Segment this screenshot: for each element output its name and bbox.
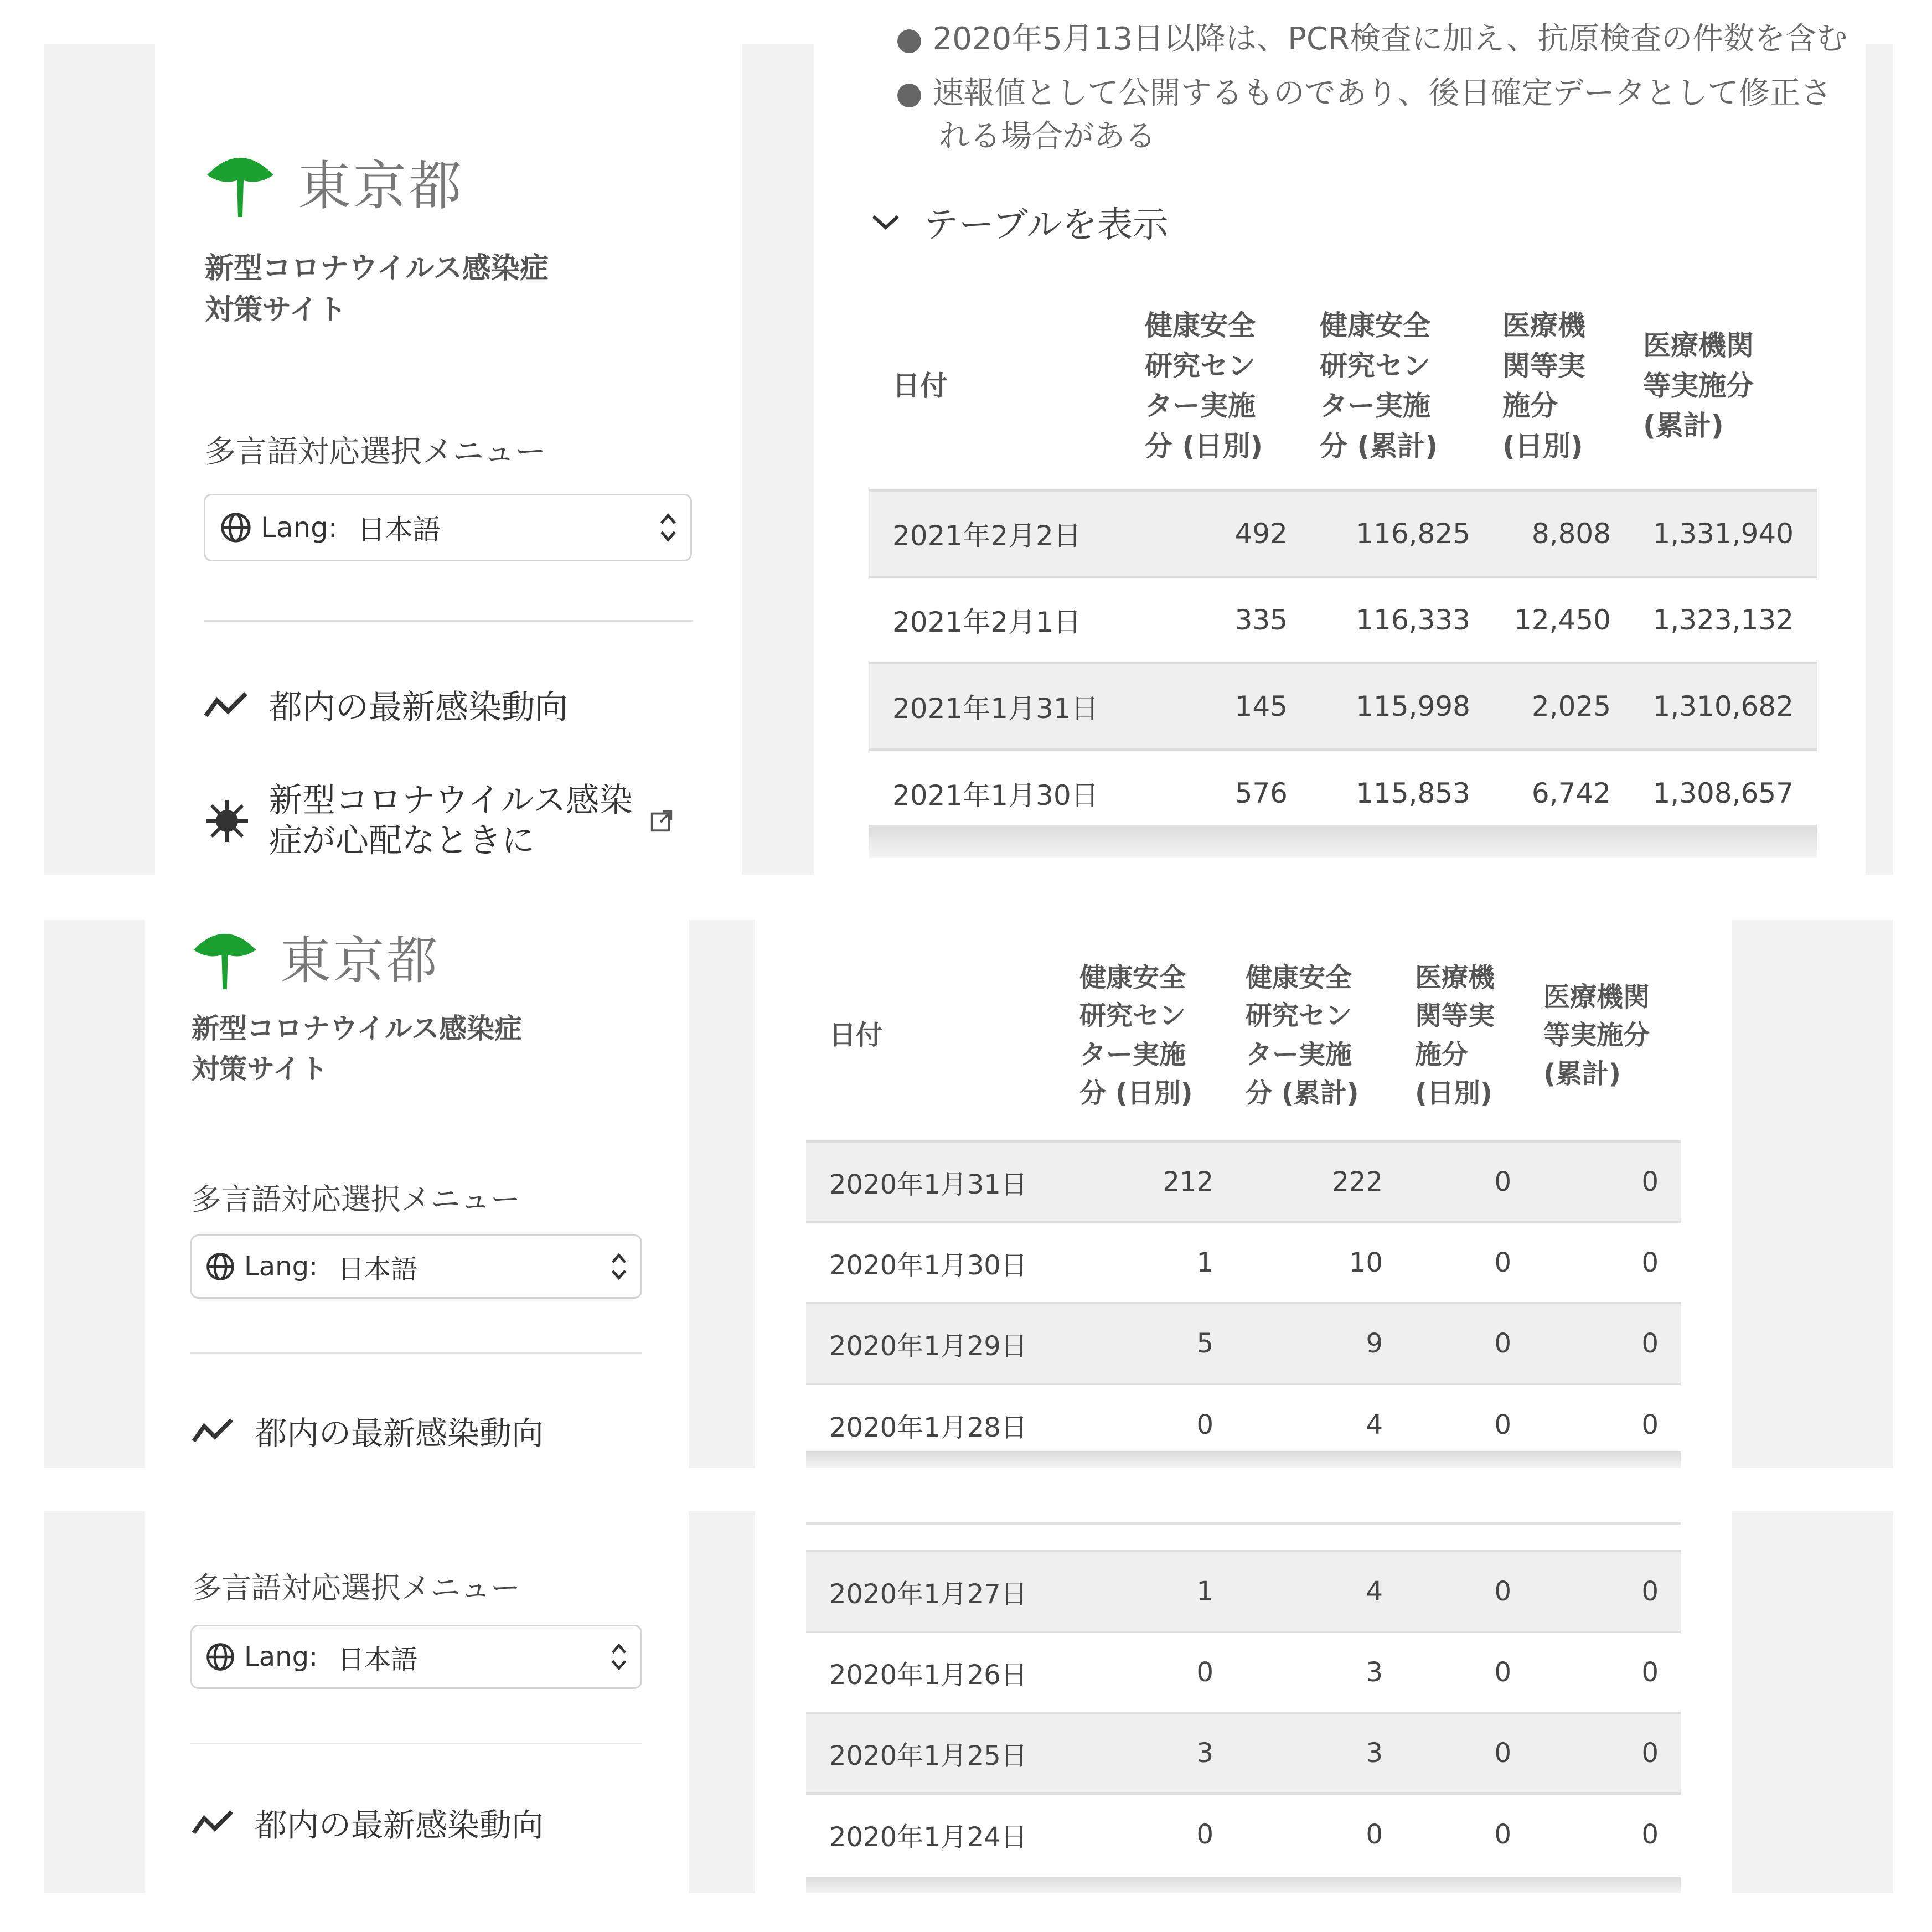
- nav-item-worried[interactable]: [204, 781, 674, 861]
- nav-item-trend-label: 都内の最新感染動向: [255, 1806, 544, 1844]
- ginkgo-logo-icon: [190, 923, 259, 990]
- col-header-medical-daily: 医療機 関等実 施分 (日別): [1502, 309, 1585, 462]
- site-title-line2: 対策サイト: [192, 1052, 328, 1085]
- nav-item-trend-label: 都内の最新感染動向: [269, 688, 568, 727]
- site-logo[interactable]: [190, 920, 440, 993]
- site-title-line1: 新型コロナウイルス感染症: [205, 252, 549, 285]
- lang-prefix: Lang:: [244, 1641, 318, 1672]
- language-menu-label: 多言語対応選択メニュー: [192, 1182, 520, 1217]
- language-menu-label: 多言語対応選択メニュー: [192, 1571, 520, 1605]
- table-row: 2020年1月31日 212 222 0 0: [806, 1141, 1681, 1222]
- table-row: 2020年1月28日 0 4 0 0: [806, 1384, 1681, 1465]
- sidebar-divider: [190, 1352, 642, 1354]
- col-header-date: 日付: [829, 1020, 883, 1051]
- table-row: 2020年1月25日 3 3 0 0: [806, 1713, 1681, 1794]
- screenshot-panel-2: [44, 920, 1893, 1468]
- note-line-2: れる場合がある: [939, 118, 1156, 154]
- table-toggle-label: テーブルを表示: [923, 205, 1169, 246]
- lang-selected-value: 日本語: [338, 1253, 418, 1285]
- col-header-center-total: 健康安全 研究セン ター実施 分 (累計): [1320, 309, 1438, 462]
- site-title-line2: 対策サイト: [205, 293, 347, 327]
- trend-icon: [192, 1807, 236, 1837]
- globe-icon: [205, 1252, 235, 1282]
- site-title: [192, 1009, 522, 1089]
- nav-item-worried-label: 新型コロナウイルス感染 症が心配なときに: [269, 781, 633, 861]
- screenshot-panel-3: [44, 1511, 1893, 1893]
- col-header-medical-daily: 医療機 関等実 施分 (日別): [1415, 962, 1495, 1109]
- sidebar-divider: [190, 1743, 642, 1744]
- main-content: [814, 21, 1866, 875]
- site-logo[interactable]: [204, 144, 464, 220]
- table-row: 2021年2月1日 335 116,333 12,450 1,323,132: [869, 577, 1817, 663]
- table-row: 2021年2月2日 492 116,825 8,808 1,331,940: [869, 490, 1817, 577]
- table-toggle[interactable]: [869, 197, 1168, 247]
- sidebar: [145, 920, 689, 1468]
- lang-prefix: Lang:: [261, 512, 338, 544]
- ginkgo-logo-icon: [204, 146, 277, 218]
- sidebar: [155, 44, 742, 875]
- site-title-line1: 新型コロナウイルス感染症: [192, 1013, 522, 1045]
- nav-item-trend[interactable]: [204, 681, 568, 729]
- col-header-center-daily: 健康安全 研究セン ター実施 分 (日別): [1079, 962, 1193, 1109]
- table-scroll-fade: [806, 1877, 1681, 1893]
- table-row: 2021年1月31日 145 115,998 2,025 1,310,682: [869, 663, 1817, 750]
- col-header-medical-total: 医療機関 等実施分 (累計): [1643, 329, 1754, 442]
- sidebar: [145, 1511, 689, 1893]
- chevron-down-icon: [869, 211, 902, 233]
- table-scroll-fade: [869, 825, 1817, 858]
- note-line-1: ● 速報値として公開するものであり、後日確定データとして修正さ: [896, 75, 1832, 111]
- site-title: [205, 248, 549, 332]
- language-select[interactable]: [204, 494, 692, 561]
- col-header-medical-total: 医療機関 等実施分 (累計): [1543, 981, 1650, 1089]
- col-header-center-total: 健康安全 研究セン ター実施 分 (累計): [1246, 962, 1359, 1109]
- updown-chevron-icon: [609, 1641, 628, 1673]
- updown-chevron-icon: [658, 510, 678, 545]
- lang-selected-value: 日本語: [338, 1644, 418, 1675]
- table-row: 2021年1月30日 576 115,853 6,742 1,308,657: [869, 750, 1817, 836]
- updown-chevron-icon: [609, 1251, 628, 1283]
- trend-icon: [204, 689, 250, 720]
- nav-item-trend[interactable]: [192, 1407, 544, 1454]
- external-link-icon: [649, 808, 674, 834]
- data-table-1: [869, 282, 1817, 836]
- table-top-border: [806, 1522, 1681, 1525]
- virus-icon: [204, 798, 250, 844]
- lang-selected-value: 日本語: [357, 514, 441, 546]
- logo-text: 東京都: [298, 155, 464, 217]
- table-row: 2020年1月24日 0 0 0 0: [806, 1794, 1681, 1874]
- language-select[interactable]: [190, 1625, 642, 1689]
- nav-item-trend[interactable]: [192, 1799, 544, 1846]
- table-row: 2020年1月26日 0 3 0 0: [806, 1632, 1681, 1713]
- main-content: [755, 1511, 1732, 1893]
- table-row: 2020年1月29日 5 9 0 0: [806, 1303, 1681, 1384]
- screenshot-panel-1: [44, 21, 1893, 875]
- language-menu-label: 多言語対応選択メニュー: [205, 434, 546, 470]
- logo-text: 東京都: [280, 931, 440, 990]
- note-line-cut: ● 2020年5月13日以降は、PCR検査に加え、抗原検査の件数を含む: [896, 21, 1848, 57]
- globe-icon: [220, 512, 252, 544]
- lang-prefix: Lang:: [244, 1251, 318, 1282]
- data-table-2: [806, 931, 1681, 1465]
- table-scroll-fade: [806, 1451, 1681, 1468]
- language-select[interactable]: [190, 1234, 642, 1299]
- table-row: 2020年1月27日 1 4 0 0: [806, 1551, 1681, 1632]
- main-content: [755, 920, 1732, 1468]
- sidebar-divider: [204, 620, 693, 622]
- col-header-center-daily: 健康安全 研究セン ター実施 分 (日別): [1145, 309, 1263, 462]
- table-row: 2020年1月30日 1 10 0 0: [806, 1222, 1681, 1303]
- trend-icon: [192, 1416, 236, 1445]
- data-table-3: [806, 1550, 1681, 1874]
- nav-item-trend-label: 都内の最新感染動向: [255, 1414, 544, 1452]
- col-header-date: 日付: [892, 369, 948, 402]
- globe-icon: [205, 1642, 235, 1672]
